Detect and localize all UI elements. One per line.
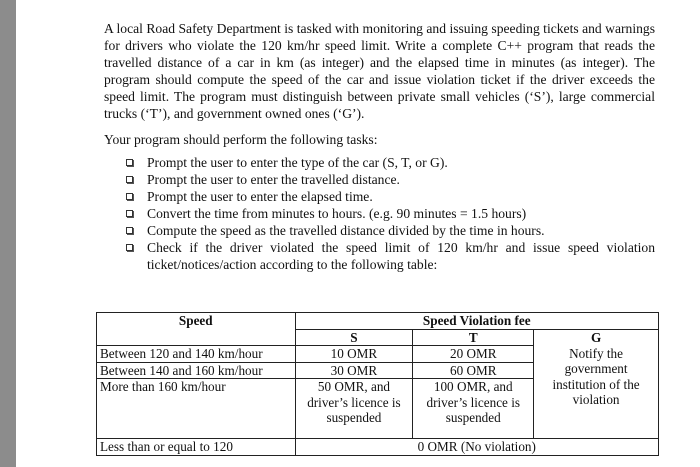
fee-g-cell: Notify the government institution of the violation: [534, 346, 659, 439]
table-row: [97, 346, 659, 363]
fee-t-cell: 60 OMR: [413, 362, 534, 379]
table-header-row: [97, 313, 659, 330]
fee-t-cell: 100 OMR, and driver’s licence is suspended: [413, 379, 534, 439]
speed-cell: Between 120 and 140 km/hour: [97, 346, 296, 363]
violation-fee-table: [96, 312, 659, 456]
fee-header: Speed Violation fee: [295, 313, 658, 330]
col-header-g: G: [534, 329, 659, 346]
fee-s-cell: 10 OMR: [295, 346, 413, 363]
fee-s-cell: 30 OMR: [295, 362, 413, 379]
checkbox-bullet-icon: [126, 176, 133, 183]
speed-header: Speed: [97, 313, 296, 346]
left-edge-bar: [0, 0, 16, 467]
tasks-intro: Your program should perform the following tasks:: [104, 132, 378, 147]
list-item: Prompt the user to enter the elapsed time.: [126, 188, 655, 205]
col-header-t: T: [413, 329, 534, 346]
checkbox-bullet-icon: [126, 210, 133, 217]
list-item: Prompt the user to enter the travelled distance.: [126, 171, 655, 188]
fee-t-cell: 20 OMR: [413, 346, 534, 363]
speed-cell: Less than or equal to 120: [97, 439, 296, 456]
list-item: Prompt the user to enter the type of the car (S, T, or G).: [126, 154, 655, 171]
table-row: [97, 439, 659, 456]
speed-cell: More than 160 km/hour: [97, 379, 296, 439]
checkbox-bullet-icon: [126, 227, 133, 234]
checkbox-bullet-icon: [126, 244, 133, 251]
task-list: [104, 154, 655, 273]
list-item: Convert the time from minutes to hours. (e.g. 90 minutes = 1.5 hours): [126, 205, 655, 222]
list-item: Compute the speed as the travelled distance divided by the time in hours.: [126, 222, 655, 239]
speed-cell: Between 140 and 160 km/hour: [97, 362, 296, 379]
checkbox-bullet-icon: [126, 193, 133, 200]
problem-statement: [104, 20, 655, 273]
no-violation-cell: 0 OMR (No violation): [295, 439, 658, 456]
list-item: Check if the driver violated the speed limit of 120 km/hr and issue speed violation ticket/notices/action according to the following table:: [126, 239, 655, 273]
problem-paragraph: A local Road Safety Department is tasked with monitoring and issuing speeding tickets and warnings for drivers who violate the 120 km/hr speed limit. Write a complete C++ program that reads the travelled distance of a car in km (as integer) and the elapsed time in minutes (as integer). The program should compute the speed of the car and issue violation ticket if the driver exceeds the speed limit. The program must distinguish between private small vehicles (‘S’), large commercial trucks (‘T’), and government owned ones (‘G’).: [104, 21, 655, 121]
fee-s-cell: 50 OMR, and driver’s licence is suspended: [295, 379, 413, 439]
checkbox-bullet-icon: [126, 159, 133, 166]
col-header-s: S: [295, 329, 413, 346]
